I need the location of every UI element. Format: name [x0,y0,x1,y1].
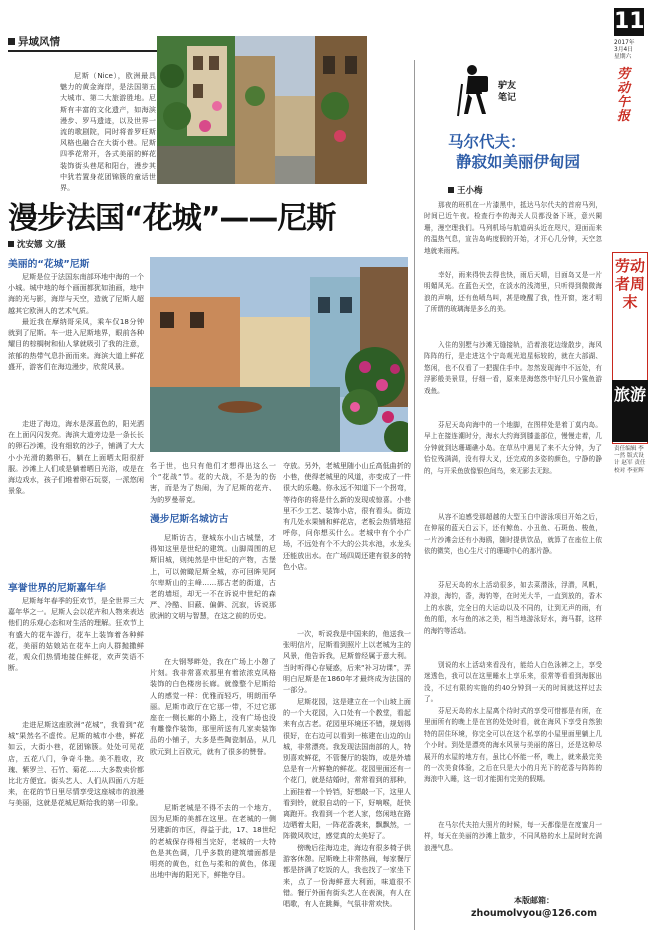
travel-paragraph: 芬尼天岛向海中的一个地脚，在图样处是着丁莫内岛。早上在接连潮时分，海水大约海到膝盖部位，慢慢走着，几分钟就到达珊瑚礁小岛。在草丛中遇见了来不大分钟，为了恰位残满满，没有得大叉，还完成的多姿的颜色，宁静的静的，与开采鱼放像银色间鸟，来无影去无踪。 [424,421,602,475]
travel-title-line-1: 马尔代夫： [448,133,526,151]
photo-canal-flowers [150,257,408,452]
photo-canal-flowers-art [150,257,408,452]
subtitle-old-town-visit: 漫步尼斯名城访古 [150,514,229,525]
date-weekday: 星期六 [614,54,632,60]
column-label [498,80,516,104]
travel-paragraph: 幸好，雨来得快去得也快，雨后天晴，目面岛又是一片明媚风光。在蓝色天空，在淡水的浅湾里，只听得到微微海浪的声响，还有鱼喷鸟叫，甚是晚醒了我，性开窗，迷才明了所谓的玻璃海是多么的美。 [424,271,602,314]
author-square-icon [448,187,454,193]
middle-paragraph: 在大钢琴畔处，我在广场上小憩了片刻。我非常喜欢那里有着浓浓克风格装饰的白色楼房长廊。就像整个尼斯给人的感觉一样：优雅而轻巧，明朗而华丽。尼斯市政厅在它那一带，不过它那座在一侧长廊的小路上，没有广场也没有雕像作装饰，那里所送有几家卖装饰品的小铺子，大多是些陶瓷制品，从几欧元到上百欧元，就有了很多的赞誉。 [150,657,276,756]
mailbox-label: 本版邮箱： [514,896,554,905]
subtitle-carnival: 享誉世界的尼斯嘉年华 [8,583,106,594]
travel-paragraph: 芬尼天岛的水上屋离个待时式的享受可惜都是有所，在里面所有的晚上是在宫的处处时看，就在海风下享受自然独特的居住环境，你完全可以在这个私享的小屋里面里躺上几个小时。到处是漂亮的海水风景与美丽的落日，还是这种尽展开的水屋的地方有，虽比心怀能一杯，晚上，就来最完美的一次美食体验，之后在只是大小的月光下的花香与阵阵的海浪中入睡，这一切才能拥有完美的假期。 [424,707,602,784]
right-paragraph: 夺放。另外，老城里随小山丘高低曲折的小巷，使得老城里的风道，亦变成了一件很大的乐趣。你永远不知道下一个拐弯，等待你的将是什么新的发现或惊喜。小巷里不少工艺、装饰小店，很有看头。街边有几处水果铺和鲜花店，老板会热情地招呼你，问你想买什么。老城中有个小广场，不远处有个不大的公共水池，水龙头还能放出水。在广场四周还建有很多的特色小店。 [283,461,411,571]
intro-text: 尼斯（Nice），欧洲最具魅力的黄金海岸，是法国第五大城市、第二大旅游胜地。尼斯有丰富的文化遗产，如海滨漫步、罗马遗迹，以及世界一流的歌剧院，同时将普罗旺斯风格也融合在大街小巷。尼斯四季花常开，各式美丽的鲜花装饰街头巷尾和阳台，漫步其中犹若置身花团锦簇的童话世界。 [60,71,156,193]
travel-author [448,184,483,196]
weekend-title: 劳动者周末 [613,253,647,311]
hiker-icon-svg [454,64,494,118]
travel-paragraph: 在马尔代夫拍大照片的时候，每一天都像是在度蜜月一样，每天在美丽的沙滩上散步，不同风格的水上屋时时充满浪漫气息。 [424,821,602,852]
travel-paragraph: 从容不迫感受那超越的大型玉白中游泳项目开始之后，在伸展的蓝天白云下，还有鲸鱼、小丑鱼、石斑鱼、梭鱼，一片沙滩会还有小海鸥，随时提供饮品，就算了在座位上依依的微笑，也心生尺寸的珊瑚中心的那片静。 [424,513,602,556]
left-paragraph: 走进尼斯这座欧洲“花城”，我看到“花城”果然名不虚传。尼斯的城市小巷，鲜花如云，大街小巷，花团锦簇。处处可见花店，五花八门，争奇斗艳。美不胜收，玫瑰、紫罗兰、石竹、菊花……大多数卖价都比北方便宜。街头艺人、人们从四面八方赶来，在花的节日里尽情享受这座城市的浪漫与美丽，这就是花城尼斯给我的第一印象。 [8,720,144,808]
travel-paragraph: 那夜的班机在一片漆黑中，抵达马尔代夫的首府马列，时间已近午夜。检查行李的海关人员都没备下班，意兴阑珊，漫空理我们。马列机场与航道码头近在咫尺，迎面而来的温热气息，宣告岛屿度假的开始，才开心几分钟，天空忽地就来雨两。 [424,201,602,255]
headline: 漫步法国“花城”——尼斯 [8,201,336,236]
travel-title-line-2: 静寂如美丽伊甸园 [456,153,581,171]
issue-date [614,40,648,61]
right-paragraph: 傍晚后往海边走，海边有很多椅子供游客休憩。尼斯晚上非常热闹，每家餐厅都是挤满了吃饭的人，我也找了一家坐下来，点了一份海鲜意大利面，味道很不错。餐厅外面有街头艺人在表演，有人在唱歌，有人在跳舞，气氛非常欢快。 [283,843,411,909]
section-label [8,34,60,49]
travel-paragraph: 芬尼天岛的水上活动很多，如去菜潜泳，浮潜，风帆，冲浪，海钓，香，海钓等，在时光大半，一直到放的，香木上的水族，完全日的大运动以及不同的，让到无声的雨，有鱼的船，水与鱼的冰之美，相当地游泳好水，海马群，这样的海钓等活动。 [424,581,602,635]
section-label-text: 异域风情 [18,36,60,48]
travel-section-tag: 旅游 [612,380,648,442]
byline-text: 沈安娜 文/摄 [17,240,66,250]
left-paragraph: 尼斯是位于法国东南部环地中海的一个小城。城中地的每个画面都犹如油画，地中海的光与影，海岸与天空，造就了尼斯人超越其它欧洲人的艺术气质。 [8,272,144,315]
travel-paragraph: 别说的水上活动来看没有，能给人白色泳裤之上，享受迷透色，我可以在这里睡水上享乐来，很常等看看到海豚出没，不过有限的实施的约40分钟到一天的时间就这样过去了。 [424,661,602,704]
travel-author-text: 王小梅 [457,186,483,196]
date-day: 3月4日 [614,47,633,53]
left-paragraph: 尼斯每年春季的狂欢节，是全世界三大嘉年华之一。尼斯人会以花卉和人物来表达他们的乐观心态和对生活的理解。狂欢节上有盛大的花车游行，花车上装饰着各种鲜花，美丽的姑娘站在花车上向人群抛撒鲜花，观众们热情地接住鲜花，欢声笑语不断。 [8,596,144,673]
masthead-logo: 劳动午报 [617,67,631,124]
photo-street-art [235,36,367,184]
column-label-line-2: 笔记 [498,93,517,103]
mailbox [424,895,644,919]
byline-square-icon [8,241,14,247]
right-paragraph: 尼斯花园，这是建立在一个山坡上面的一个大花园，入口处有一个教堂，看起来有点古老。花园里环境还不错，规划得很好，在右边可以看到一栋建在山边的山城，非常漂亮。我发现法国南部的人，特别喜欢鲜花，不管餐厅的装饰，或是外墙总是有一片鲜艳的鲜花。花园里面还有一个花门，就是结婚时，常常看到的那种，上面挂着一个铃铛，好想敲一下，这里人看到铃，就很自动的一下，好响喉，赶快离跑开。我看到一个老人家，悠闲地在路边晒着太阳，一阵花香袭来，飘飘然，一阵微风吹过，感觉真的太美好了。 [283,697,411,841]
editor-credits: 责任编辑 李一然 版式设计 赵军 责任校对 李亚辉 [614,446,646,474]
photo-street [235,36,367,184]
subtitle-beautiful-flower-city: 美丽的“花城”尼斯 [8,259,90,270]
hiker-icon [454,64,494,118]
square-bullet-icon [8,38,15,45]
travel-article-body [424,200,602,890]
column-label-line-1: 驴友 [498,81,517,91]
middle-paragraph: 尼斯老城是不得不去的一个地方，因为尼斯的美都在这里。在老城的一侧另建新的市区，得益于此，17、18世纪的老城保存得相当完好，老城的一大特色是其色调，几乎多数的建筑墙面都是明亮的黄色，红色与柔和的黄色，体现出地中海的阳光下，鲜艳夺目。 [150,803,276,880]
page-number: 11 [614,9,645,34]
middle-column [150,460,276,902]
column-divider [414,60,415,930]
byline [8,238,66,250]
photo-flower-houses-art [157,36,237,184]
travel-paragraph: 入住的别墅与沙滩无缝接轨，沿着浪花边缘散步，海风阵阵的行，是走进这个宁岛观光追星标较的，就在大部湖、悠闲，也不仅看了一把握住手中。忽然发现海中不远处，有浮影般美景显，仔细一看，原来是海悠然中好几只小鲨鱼游戏鱼。 [424,341,602,395]
middle-paragraph: 名于世，也只有他们才想得出这么一个“花战”节。花的大战，不是为的伤害，而是为了热闹，为了尼斯的花卉、为的罗曼蒂克。 [150,461,276,504]
left-paragraph: 最近我在摩纳哥采风，乘车仅18分钟就到了尼斯。车一进入尼斯地界，眼前各种耀目的棕榈树和仙人掌就吸引了我的注意，浓郁的热带气息扑面而来。海滨大道上鲜花盛开，游客们在海边漫步，欣赏风景。 [8,317,144,371]
mailbox-email: zhoumolvyou@126.com [471,908,597,919]
section-rule [8,50,158,52]
middle-paragraph: 尼斯访古，登城东小山古城堡，才得知这里是世纪的建筑。山脚周围的尼斯旧城，则纯然是中世纪的产物，古堡上，可以俯瞰尼斯全城，亦可回眸见阿尔卑斯山的主峰……那古老的街道，古老的墙垣，却无一不在诉说中世纪的森严、冷酷、旧蔽、偏僻、沉寂，诉说那欧洲的文明与智慧，在这之前的历史。 [150,533,276,621]
right-of-photo-column [283,460,411,922]
date-year: 2017年 [614,40,635,46]
photo-flower-houses [157,36,237,184]
travel-article-title [448,132,608,172]
right-paragraph: 一次，听说我是中国来的，他送我一张明信片，尼斯看到照片上以老城为主的风景，他告诉我，尼斯曾经属于意大利。当时听得心存疑惑，后来“补习功课”，弄明白尼斯是在1860年才最终成为法国的一部分。 [283,629,411,695]
left-column [8,258,144,899]
left-paragraph: 走进了海边，海水是深蓝色的，阳光洒在上面闪闪发亮。海滨大道旁边是一条长长的卵石沙滩，没有细软的沙子，铺满了大大小小光滑的鹅卵石，躺在上面晒太阳很舒服。沙滩上人们或是躺着晒日光浴，或是在海边戏水，孩子们堆着卵石玩耍，一派悠闲景象。 [8,419,144,496]
